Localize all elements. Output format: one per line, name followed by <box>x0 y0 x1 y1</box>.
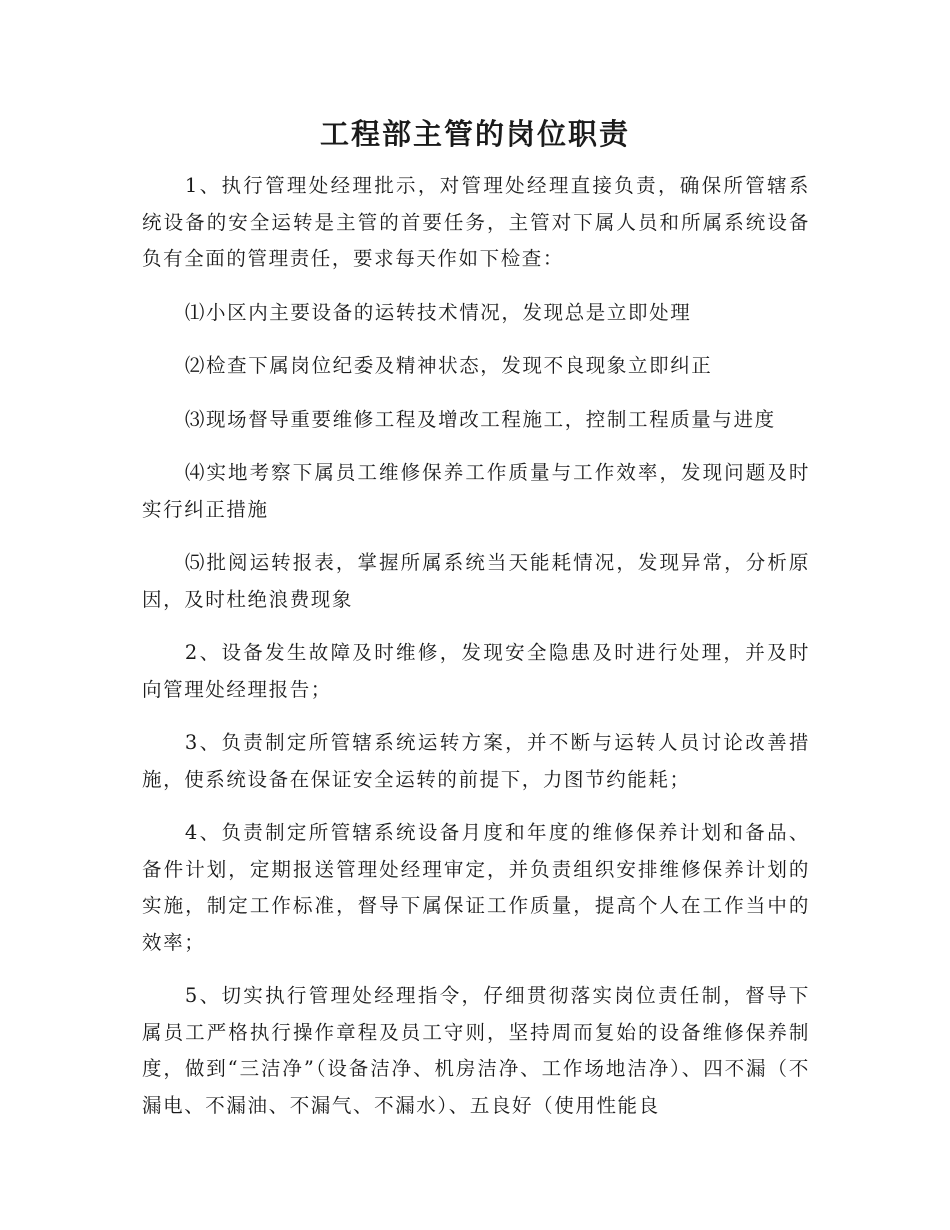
paragraph-check-4: ⑷实地考察下属员工维修保养工作质量与工作效率，发现问题及时实行纠正措施 <box>142 461 810 521</box>
paragraph-duty-5: 5、切实执行管理处经理指令，仔细贯彻落实岗位责任制，督导下属员工严格执行操作章程及员工守则，坚持周而复始的设备维修保养制度，做到“三洁净”（设备洁净、机房洁净、工作场地洁净）、四不漏（不漏电、不漏油、不漏气、不漏水）、五良好（使用性能良 <box>142 984 810 1117</box>
document-title: 工程部主管的岗位职责 <box>319 117 630 151</box>
paragraph-check-3: ⑶现场督导重要维修工程及增改工程施工，控制工程质量与进度 <box>184 407 776 431</box>
paragraph-check-5: ⑸批阅运转报表，掌握所属系统当天能耗情况，发现异常，分析原因，及时杜绝浪费现象 <box>142 551 810 611</box>
paragraph-check-2: ⑵检查下属岗位纪委及精神状态，发现不良现象立即纠正 <box>184 354 713 377</box>
paragraph-duty-2: 2、设备发生故障及时维修，发现安全隐患及时进行处理，并及时向管理处经理报告； <box>142 641 810 701</box>
paragraph-check-1: ⑴小区内主要设备的运转技术情况，发现总是立即处理 <box>184 300 692 324</box>
paragraph-duty-3: 3、负责制定所管辖系统运转方案，并不断与运转人员讨论改善措施，使系统设备在保证安全运转的前提下，力图节约能耗； <box>142 731 810 791</box>
document-body <box>142 168 810 1141</box>
paragraph-duty-4: 4、负责制定所管辖系统设备月度和年度的维修保养计划和备品、备件计划，定期报送管理处经理审定，并负责组织安排维修保养计划的实施，制定工作标准，督导下属保证工作质量，提高个人在工作当中的效率； <box>142 821 810 954</box>
paragraph-duty-1: 1、执行管理处经理批示，对管理处经理直接负责，确保所管辖系统设备的安全运转是主管的首要任务，主管对下属人员和所属系统设备负有全面的管理责任，要求每天作如下检查： <box>142 174 810 270</box>
